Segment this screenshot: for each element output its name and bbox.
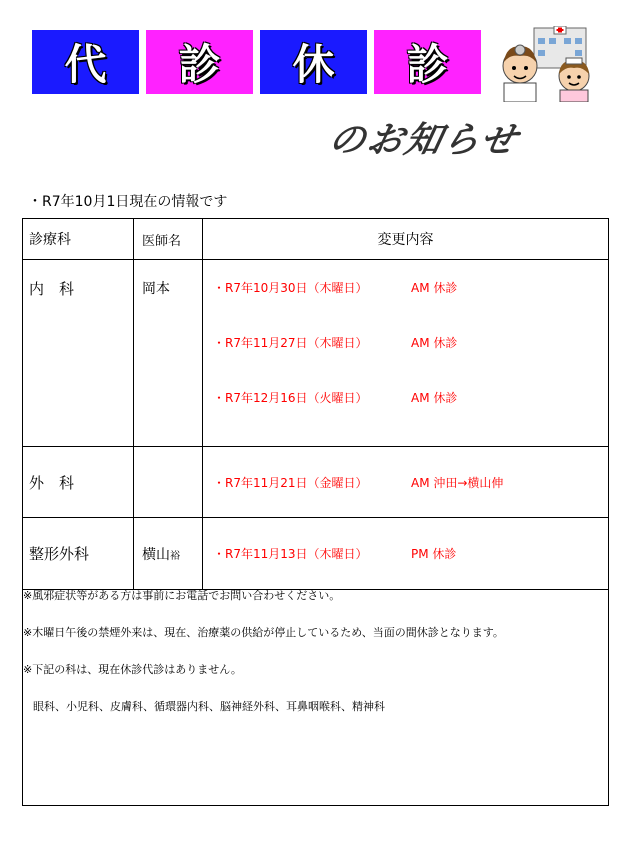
- change-list: [203, 518, 609, 590]
- change-date: ・R7年10月30日（木曜日）: [213, 281, 368, 295]
- title-char-3: 休: [260, 30, 367, 94]
- title-char-1: 代: [32, 30, 139, 94]
- table-row: [23, 447, 609, 518]
- header-department: 診療科: [23, 219, 134, 260]
- change-detail: AM 休診: [411, 281, 458, 295]
- schedule-table: [22, 218, 609, 806]
- change-detail: PM 休診: [411, 547, 457, 561]
- change-detail: AM 休診: [411, 391, 458, 405]
- header-change: 変更内容: [203, 219, 609, 260]
- change-entry: [213, 474, 608, 491]
- table-row: [23, 260, 609, 447]
- change-date: ・R7年11月21日（金曜日）: [213, 475, 368, 490]
- change-date: ・R7年11月13日（木曜日）: [213, 547, 368, 561]
- as-of-date: ・R7年10月1日現在の情報です: [28, 194, 228, 210]
- change-entry: [213, 315, 608, 370]
- department-name: 外 科: [23, 447, 134, 518]
- title-char-2: 診: [146, 30, 253, 94]
- doctor-name: [134, 447, 203, 518]
- change-entry: [213, 260, 608, 315]
- note-line: ※風邪症状等がある方は事前にお電話でお問い合わせください。: [23, 589, 341, 602]
- change-list: [203, 260, 609, 447]
- change-detail: AM 休診: [411, 336, 458, 350]
- notes-row: [23, 590, 609, 806]
- doctor-nurse-hospital-illustration: [494, 26, 602, 102]
- change-entry: [213, 545, 608, 562]
- table-row: [23, 518, 609, 590]
- note-line: ※下記の科は、現在休診代診はありません。: [23, 663, 242, 676]
- doctor-name: 岡本: [134, 260, 203, 447]
- note-line: 眼科、小児科、皮膚科、循環器内科、脳神経外科、耳鼻咽喉科、精神科: [33, 700, 385, 713]
- subtitle: のお知らせ: [324, 120, 523, 161]
- notes-cell: [23, 590, 609, 806]
- department-name: 内 科: [23, 260, 134, 447]
- department-name: 整形外科: [23, 518, 134, 590]
- doctor-name: [134, 518, 203, 590]
- note-line: ※木曜日午後の禁煙外来は、現在、治療薬の供給が停止しているため、当面の間休診となります。: [23, 626, 504, 639]
- table-header-row: [23, 219, 609, 260]
- change-detail: AM 沖田→横山伸: [411, 475, 504, 490]
- header-doctor: 医師名: [134, 219, 203, 260]
- title-char-4: 診: [374, 30, 481, 94]
- doctor-suffix: 裕: [170, 550, 180, 562]
- change-date: ・R7年12月16日（火曜日）: [213, 391, 368, 405]
- change-list: [203, 447, 609, 518]
- change-entry: [213, 370, 608, 425]
- change-date: ・R7年11月27日（木曜日）: [213, 336, 368, 350]
- doctor-surname: 横山: [142, 546, 170, 563]
